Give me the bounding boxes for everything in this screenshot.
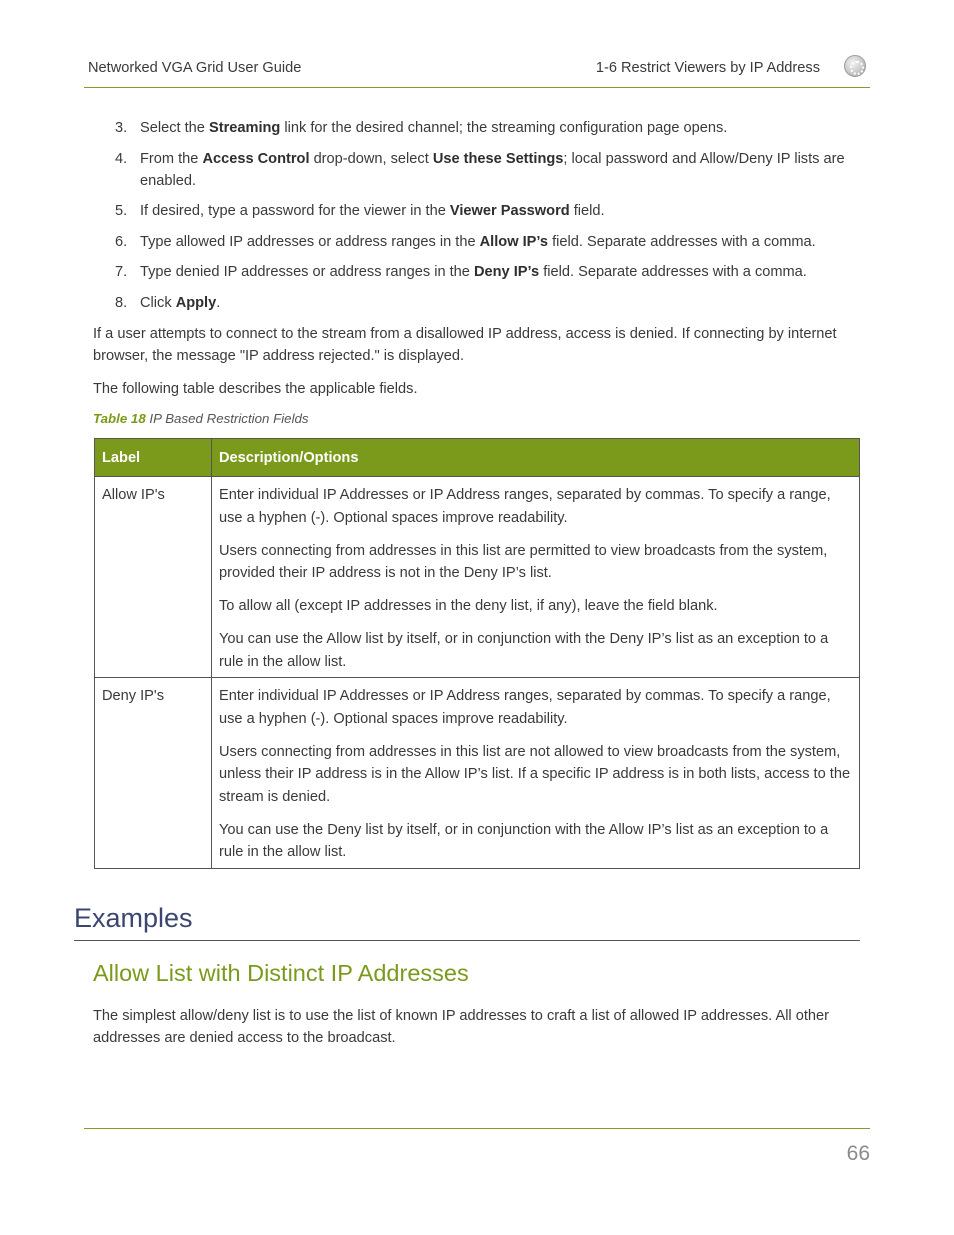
table-header-row bbox=[95, 439, 860, 477]
description-paragraph: Enter individual IP Addresses or IP Address ranges, separated by commas. To specify a range, use a hyphen (-). Optional spaces improve readability. bbox=[219, 487, 831, 526]
step-item bbox=[93, 231, 863, 253]
step-text: ; local password and Allow/Deny IP lists are enabled. bbox=[140, 150, 845, 189]
step-number: 5. bbox=[115, 203, 128, 219]
step-emphasis: Viewer Password bbox=[449, 203, 570, 219]
step-emphasis: Apply bbox=[175, 294, 217, 311]
table-cell-description bbox=[212, 678, 860, 869]
step-emphasis: Deny IP’s bbox=[473, 264, 540, 280]
step-text: field. Separate addresses with a comma. bbox=[539, 264, 807, 280]
step-item bbox=[93, 292, 863, 314]
step-item bbox=[93, 200, 863, 222]
step-number: 4. bbox=[115, 150, 128, 167]
step-number: 6. bbox=[115, 233, 128, 250]
step-emphasis: Use these Settings bbox=[432, 150, 564, 167]
table-row bbox=[95, 678, 860, 869]
description-paragraph: Users connecting from addresses in this list are not allowed to view broadcasts from the system, unless their IP address is in the Allow IP’s list. If a specific IP address is in both lists, access to the stream is denied. bbox=[219, 743, 851, 805]
step-item bbox=[93, 148, 863, 192]
step-item bbox=[93, 261, 863, 283]
step-text: field. Separate addresses with a comma. bbox=[548, 233, 816, 250]
table-cell-label: Deny IP's bbox=[95, 678, 212, 869]
description-paragraph: You can use the Allow list by itself, or in conjunction with the Deny IP’s list as an exception to a rule in the allow list. bbox=[219, 631, 829, 670]
table-caption-text: IP Based Restriction Fields bbox=[145, 411, 309, 426]
step-text: If desired, type a password for the viewer in the bbox=[140, 203, 450, 219]
step-number: 3. bbox=[115, 120, 128, 136]
step-emphasis: Streaming bbox=[208, 120, 281, 136]
table-caption-label: Table 18 bbox=[93, 411, 146, 426]
document-title: Networked VGA Grid User Guide bbox=[88, 60, 302, 76]
description-paragraph: You can use the Deny list by itself, or in conjunction with the Allow IP’s list as an exception to a rule in the allow list. bbox=[219, 821, 829, 860]
step-list bbox=[93, 117, 863, 322]
table-row bbox=[95, 477, 860, 678]
step-text: Type allowed IP addresses or address ranges in the bbox=[140, 233, 480, 250]
section-heading: Examples bbox=[74, 903, 860, 941]
step-emphasis: Access Control bbox=[202, 150, 310, 167]
step-text: link for the desired channel; the streaming configuration page opens. bbox=[280, 120, 728, 136]
step-number: 7. bbox=[115, 264, 128, 280]
table-cell-description bbox=[212, 477, 860, 678]
gear-logo-icon bbox=[844, 55, 866, 77]
page-number: 66 bbox=[846, 1142, 870, 1165]
body-paragraph: The following table describes the applicable fields. bbox=[93, 381, 418, 397]
step-text: drop-down, select bbox=[309, 150, 433, 167]
step-emphasis: Allow IP’s bbox=[479, 233, 549, 250]
body-paragraph: If a user attempts to connect to the stream from a disallowed IP address, access is denied. If connecting by internet browser, the message "IP address rejected." is displayed. bbox=[93, 326, 837, 364]
section-title: 1-6 Restrict Viewers by IP Address bbox=[595, 60, 820, 76]
page-header bbox=[84, 52, 870, 88]
step-text: Type denied IP addresses or address ranges in the bbox=[140, 264, 474, 280]
step-text: Click bbox=[140, 294, 176, 311]
description-paragraph: Enter individual IP Addresses or IP Address ranges, separated by commas. To specify a range, use a hyphen (-). Optional spaces improve readability. bbox=[219, 688, 831, 727]
step-number: 8. bbox=[115, 294, 128, 311]
step-text: . bbox=[216, 294, 221, 311]
ip-restriction-table bbox=[94, 438, 860, 869]
step-text: Select the bbox=[140, 120, 209, 136]
footer-divider bbox=[84, 1128, 870, 1129]
step-item bbox=[93, 117, 863, 139]
body-paragraph: The simplest allow/deny list is to use the list of known IP addresses to craft a list of allowed IP addresses. All other addresses are denied access to the broadcast. bbox=[93, 1008, 829, 1046]
column-header-description: Description/Options bbox=[212, 439, 860, 477]
description-paragraph: Users connecting from addresses in this list are permitted to view broadcasts from the system, provided their IP address is not in the Deny IP’s list. bbox=[219, 542, 828, 581]
table-cell-label: Allow IP's bbox=[95, 477, 212, 678]
description-paragraph: To allow all (except IP addresses in the deny list, if any), leave the field blank. bbox=[219, 598, 718, 614]
step-text: From the bbox=[140, 150, 203, 167]
step-text: field. bbox=[569, 203, 605, 219]
subsection-heading: Allow List with Distinct IP Addresses bbox=[93, 960, 469, 986]
table-caption bbox=[93, 411, 309, 426]
column-header-label: Label bbox=[95, 439, 212, 477]
